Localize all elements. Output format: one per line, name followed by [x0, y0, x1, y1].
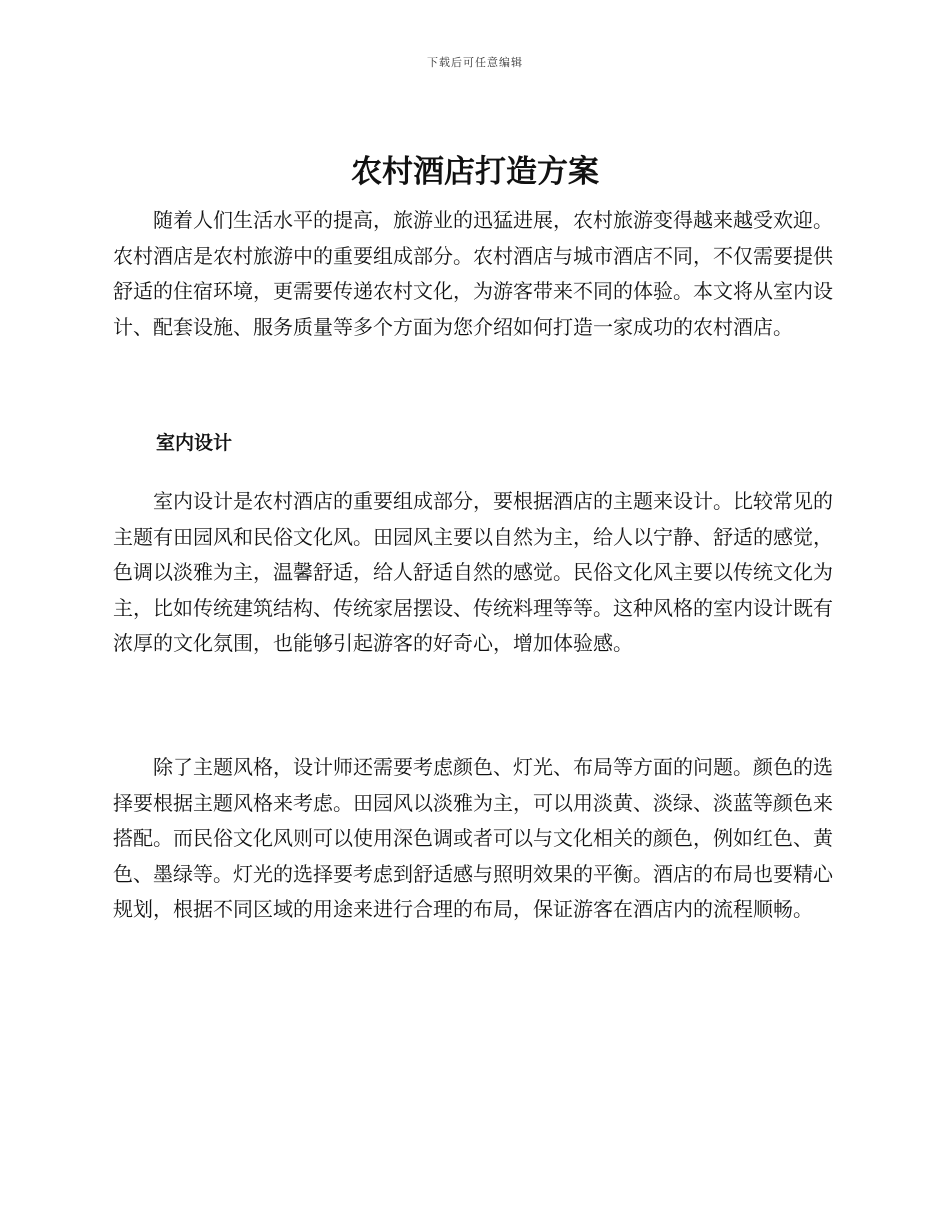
body-paragraph-1: 室内设计是农村酒店的重要组成部分，要根据酒店的主题来设计。比较常见的主题有田园风和民俗文化风。田园风主要以自然为主，给人以宁静、舒适的感觉，色调以淡雅为主，温馨舒适，给人舒适自然的感觉。民俗文化风主要以传统文化为主，比如传统建筑结构、传统家居摆设、传统料理等等。这种风格的室内设计既有浓厚的文化氛围，也能够引起游客的好奇心，增加体验感。	[113, 489, 833, 655]
section-heading: 室内设计	[156, 432, 233, 454]
intro-paragraph: 随着人们生活水平的提高，旅游业的迅猛进展，农村旅游变得越来越受欢迎。农村酒店是农村旅游中的重要组成部分。农村酒店与城市酒店不同，不仅需要提供舒适的住宿环境，更需要传递农村文化，为游客带来不同的体验。本文将从室内设计、配套设施、服务质量等多个方面为您介绍如何打造一家成功的农村酒店。	[113, 208, 833, 339]
body-paragraph-2: 除了主题风格，设计师还需要考虑颜色、灯光、布局等方面的问题。颜色的选择要根据主题风格来考虑。田园风以淡雅为主，可以用淡黄、淡绿、淡蓝等颜色来搭配。而民俗文化风则可以使用深色调或者可以与文化相关的颜色，例如红色、黄色、墨绿等。灯光的选择要考虑到舒适感与照明效果的平衡。酒店的布局也要精心规划，根据不同区域的用途来进行合理的布局，保证游客在酒店内的流程顺畅。	[113, 755, 833, 921]
page-header: 下载后可任意编辑	[427, 56, 523, 69]
document-title: 农村酒店打造方案	[351, 154, 599, 190]
